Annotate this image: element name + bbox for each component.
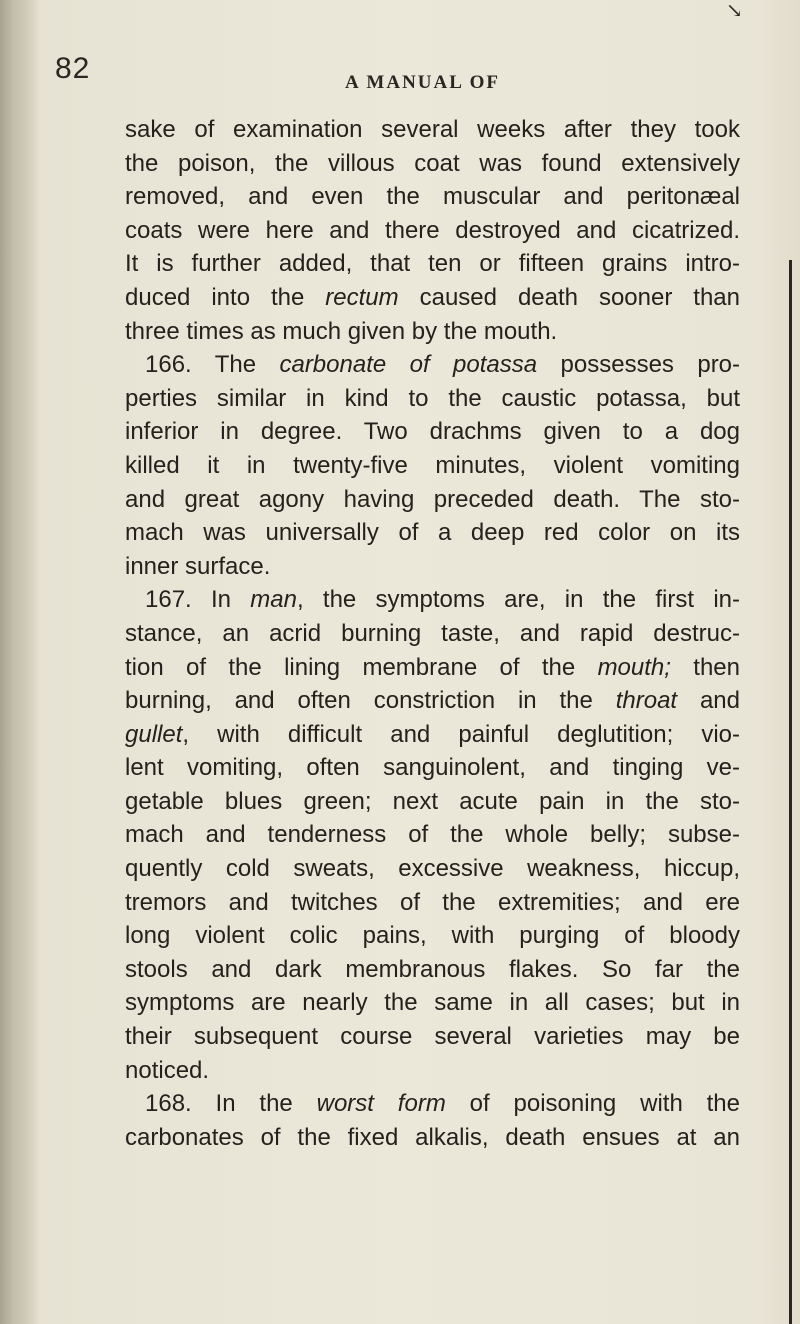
text-line: mach was universally of a deep red color on its: [125, 519, 740, 547]
text-line: stools and dark membranous flakes. So far the: [125, 955, 740, 983]
text-line: mach and tenderness of the whole belly; subse-: [125, 821, 740, 849]
text-line: tremors and twitches of the extremities; and ere: [125, 888, 740, 916]
italic-term: throat: [615, 687, 678, 715]
text-line: coats were here and there destroyed and cicatrized.: [125, 216, 740, 244]
paragraph-167-start: 167. In man, the symptoms are, in the first in-: [145, 586, 740, 614]
text-line: perties similar in kind to the caustic potassa, but: [125, 384, 740, 412]
text-line: carbonates of the fixed alkalis, death ensues at an: [125, 1123, 740, 1151]
text-line: gullet, with difficult and painful deglutition; vio-: [125, 720, 740, 748]
text-line: noticed.: [125, 1056, 210, 1084]
page-header: [55, 52, 755, 92]
paragraph-166-start: 166. The carbonate of potassa possesses pro-: [145, 351, 741, 379]
italic-term: worst form: [316, 1090, 446, 1118]
text-line: quently cold sweats, excessive weakness, hiccup,: [125, 855, 740, 883]
italic-term: gullet: [125, 720, 183, 748]
text-line: removed, and even the muscular and peritonæal: [125, 183, 740, 211]
text-line: and great agony having preceded death. The sto-: [125, 485, 740, 513]
text-line: stance, an acrid burning taste, and rapid destruc-: [125, 619, 740, 647]
text-line: symptoms are nearly the same in all cases; but in: [125, 989, 740, 1017]
text-line: inferior in degree. Two drachms given to a dog: [125, 418, 740, 446]
text-line: lent vomiting, often sanguinolent, and tinging ve-: [125, 754, 740, 782]
paragraph-168-start: 168. In the worst form of poisoning with the: [145, 1090, 740, 1118]
italic-term: mouth;: [597, 653, 671, 681]
text-line: inner surface.: [125, 552, 271, 580]
text-line: getable blues green; next acute pain in the sto-: [125, 787, 740, 815]
text-line: three times as much given by the mouth.: [125, 317, 558, 345]
running-head: A MANUAL OF: [345, 72, 500, 93]
text-line: their subsequent course several varieties may be: [125, 1023, 740, 1051]
text-line: tion of the lining membrane of the mouth; then: [125, 653, 740, 681]
body-text: [125, 113, 740, 1154]
text-line: killed it in twenty-five minutes, violent vomiting: [125, 451, 740, 479]
text-line: long violent colic pains, with purging of bloody: [125, 922, 740, 950]
page-edge-line: [789, 260, 792, 1324]
italic-term: man: [250, 586, 297, 614]
corner-mark-icon: ↘: [726, 0, 743, 22]
italic-term: rectum: [325, 283, 399, 311]
text-line: duced into the rectum caused death sooner than: [125, 283, 740, 311]
page-number: 82: [55, 52, 91, 85]
italic-term: carbonate of potassa: [279, 351, 538, 379]
text-line: burning, and often constriction in the throat and: [125, 687, 740, 715]
binding-gutter-shadow: [0, 0, 40, 1324]
text-line: sake of examination several weeks after they took: [125, 116, 740, 143]
text-line: the poison, the villous coat was found extensively: [125, 149, 740, 177]
text-line: It is further added, that ten or fifteen grains intro-: [125, 250, 740, 278]
